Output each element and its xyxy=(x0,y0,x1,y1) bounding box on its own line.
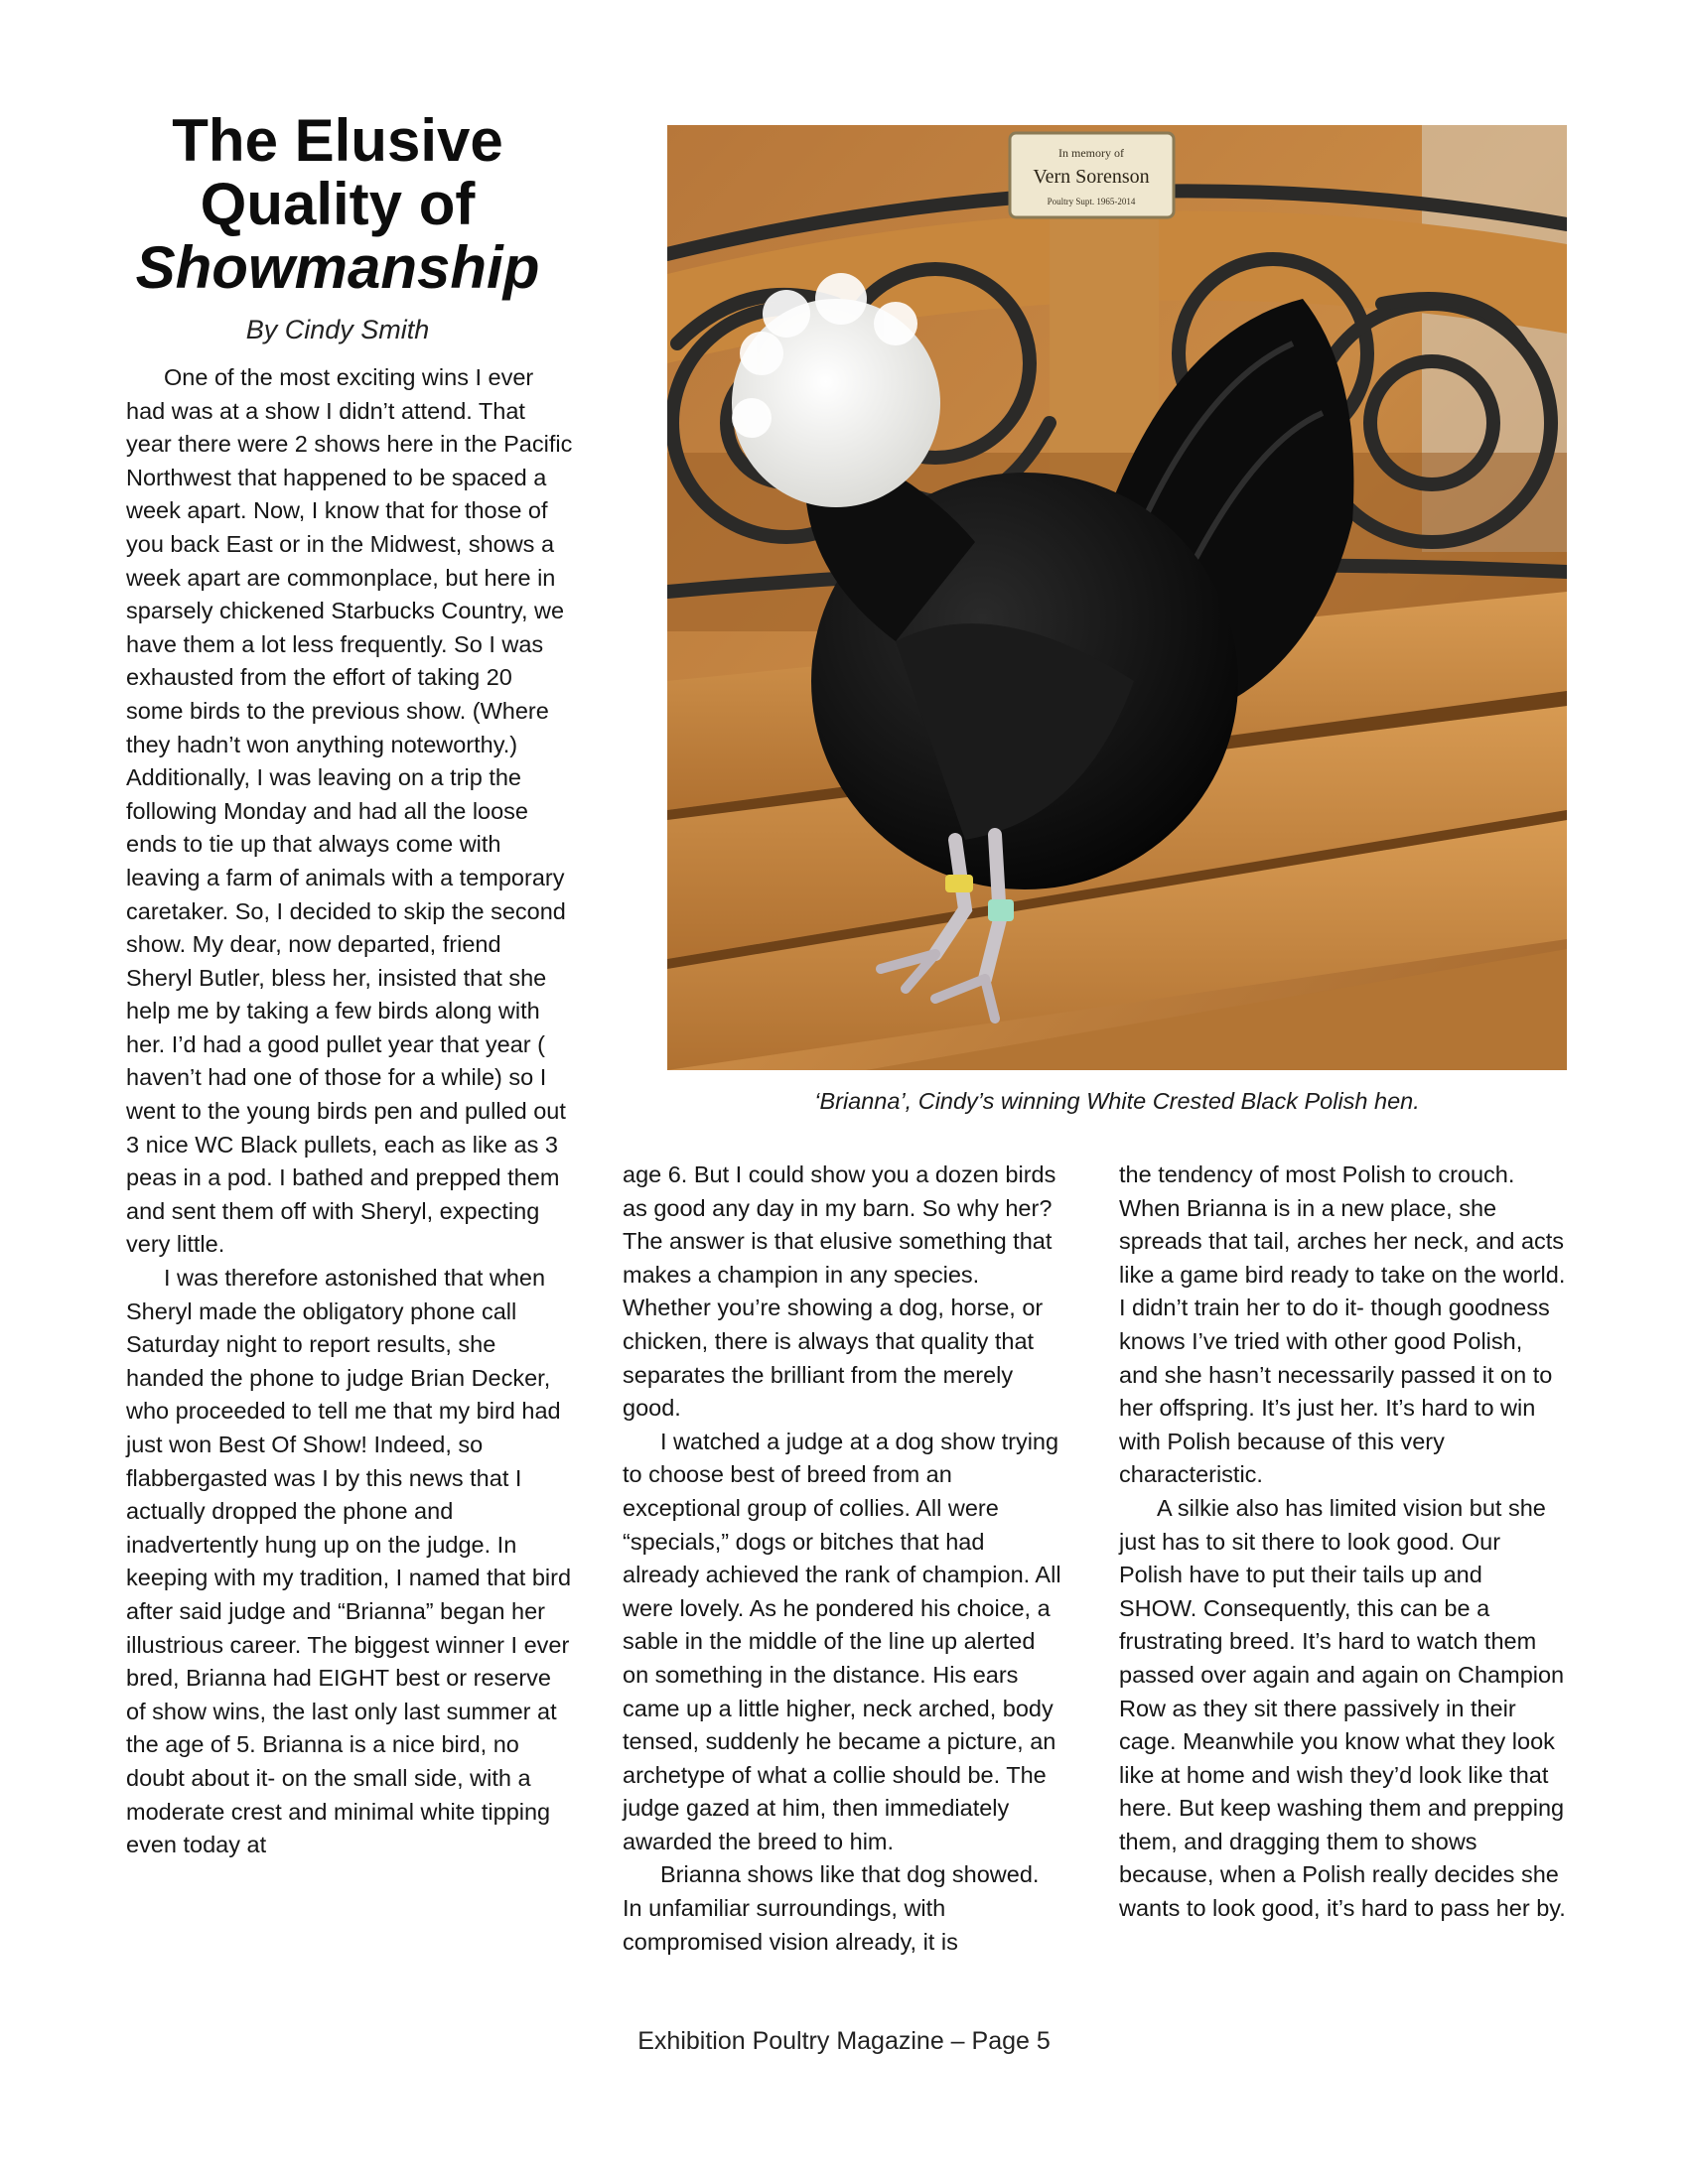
paragraph-7: A silkie also has limited vision but she just has to sit there to look good. Our Polish have to put their tails up and SHOW. Consequently, this can be a frustrating breed. It’s hard to watch them passed over again and again on Champion Row as they sit there passively in their cage. Meanwhile you know what they look like at home and wish they’d look like that here. But keep washing them and prepping them, and dragging them to shows because, when a Polish really decides she wants to look good, it’s hard to pass her by. xyxy=(1119,1494,1566,1922)
paragraph-5: Brianna shows like that dog showed. In unfamiliar surroundings, with compromised vision already, it is xyxy=(623,1861,1040,1955)
paragraph-4: I watched a judge at a dog show trying to choose best of breed from an exceptional group of collies. All were “specials,” dogs or bitches that had already achieved the rank of champion. All were lovely. As he pondered his choice, a sable in the middle of the line up alerted on something in the distance. His ears came up a little higher, neck arched, body tensed, suddenly he became a picture, an archetype of what a collie should be. The judge gazed at him, then immediately awarded the breed to him. xyxy=(623,1428,1061,1854)
title-line-2: Quality of xyxy=(200,171,476,237)
paragraph-2: I was therefore astonished that when Sheryl made the obligatory phone call Saturday night to report results, she handed the phone to judge Brian Decker, who proceeded to tell me that my bird had just won Best Of Show! Indeed, so flabbergasted was I by this news that I actually dropped the phone and inadvertently hung up on the judge. In keeping with my tradition, I named that bird after said judge and “Brianna” began her illustrious career. The biggest winner I ever bred, Brianna had EIGHT best or reserve of show wins, the last only last summer at the age of 5. Brianna is a nice bird, no doubt about it- on the small side, with a moderate crest and minimal white tipping even today at xyxy=(126,1265,572,1858)
hen-photo-illustration xyxy=(667,125,1567,1070)
page-footer: Exhibition Poultry Magazine – Page 5 xyxy=(637,2027,1051,2055)
paragraph-1: One of the most exciting wins I ever had was at a show I didn’t attend. That year there were 2 shows here in the Pacific Northwest that happened to be spaced a week apart. Now, I know that for those of you back East or in the Midwest, shows a week apart are commonplace, but here in sparsely chickened Starbucks Country, we have them a lot less frequently. So I was exhausted from the effort of taking 20 some birds to the previous show. (Where they hadn’t won anything noteworthy.) Additionally, I was leaving on a trip the following Monday and had all the loose ends to tie up that always come with leaving a farm of animals with a temporary caretaker. So, I decided to skip the second show. My dear, now departed, friend Sheryl Butler, bless her, insisted that she help me by taking a few birds along with her. I’d had a good pullet year that year ( haven’t had one of those for a while) so I went to the young birds pen and pulled out 3 nice WC Black pullets, each as like as 3 peas in a pod. I bathed and prepped them and sent them off with Sheryl, expecting very little. xyxy=(126,364,573,1258)
hen-photo xyxy=(667,125,1567,1070)
paragraph-6: the tendency of most Polish to crouch. When Brianna is in a new place, she spreads that tail, arches her neck, and acts like a game bird ready to take on the world. I didn’t train her to do it- though goodness knows I’ve tried with other good Polish, and she hasn’t necessarily passed it on to her offspring. It’s just her. It’s hard to win with Polish because of this very characteristic. xyxy=(1119,1161,1566,1488)
plaque-line-2: Vern Sorenson xyxy=(1033,166,1150,188)
article-column-2 xyxy=(623,1159,1064,1959)
leg-band-green xyxy=(988,899,1014,921)
title-line-1: The Elusive xyxy=(172,107,503,174)
leg-band-yellow xyxy=(945,875,973,892)
article-title xyxy=(119,109,556,300)
paragraph-3: age 6. But I could show you a dozen birds as good any day in my barn. So why her? The answer is that elusive something that makes a champion in any species. Whether you’re showing a dog, horse, or chicken, there is always that quality that separates the brilliant from the merely good. xyxy=(623,1161,1056,1422)
photo-caption: ‘Brianna’, Cindy’s winning White Crested Black Polish hen. xyxy=(814,1088,1420,1114)
plaque-line-1: In memory of xyxy=(1058,146,1124,160)
article-column-1 xyxy=(126,361,573,1862)
article-byline: By Cindy Smith xyxy=(245,315,430,344)
title-line-3: Showmanship xyxy=(135,234,540,301)
article-column-3 xyxy=(1119,1159,1566,1926)
memorial-plaque xyxy=(1010,133,1174,217)
plaque-line-3: Poultry Supt. 1965-2014 xyxy=(1047,197,1136,206)
